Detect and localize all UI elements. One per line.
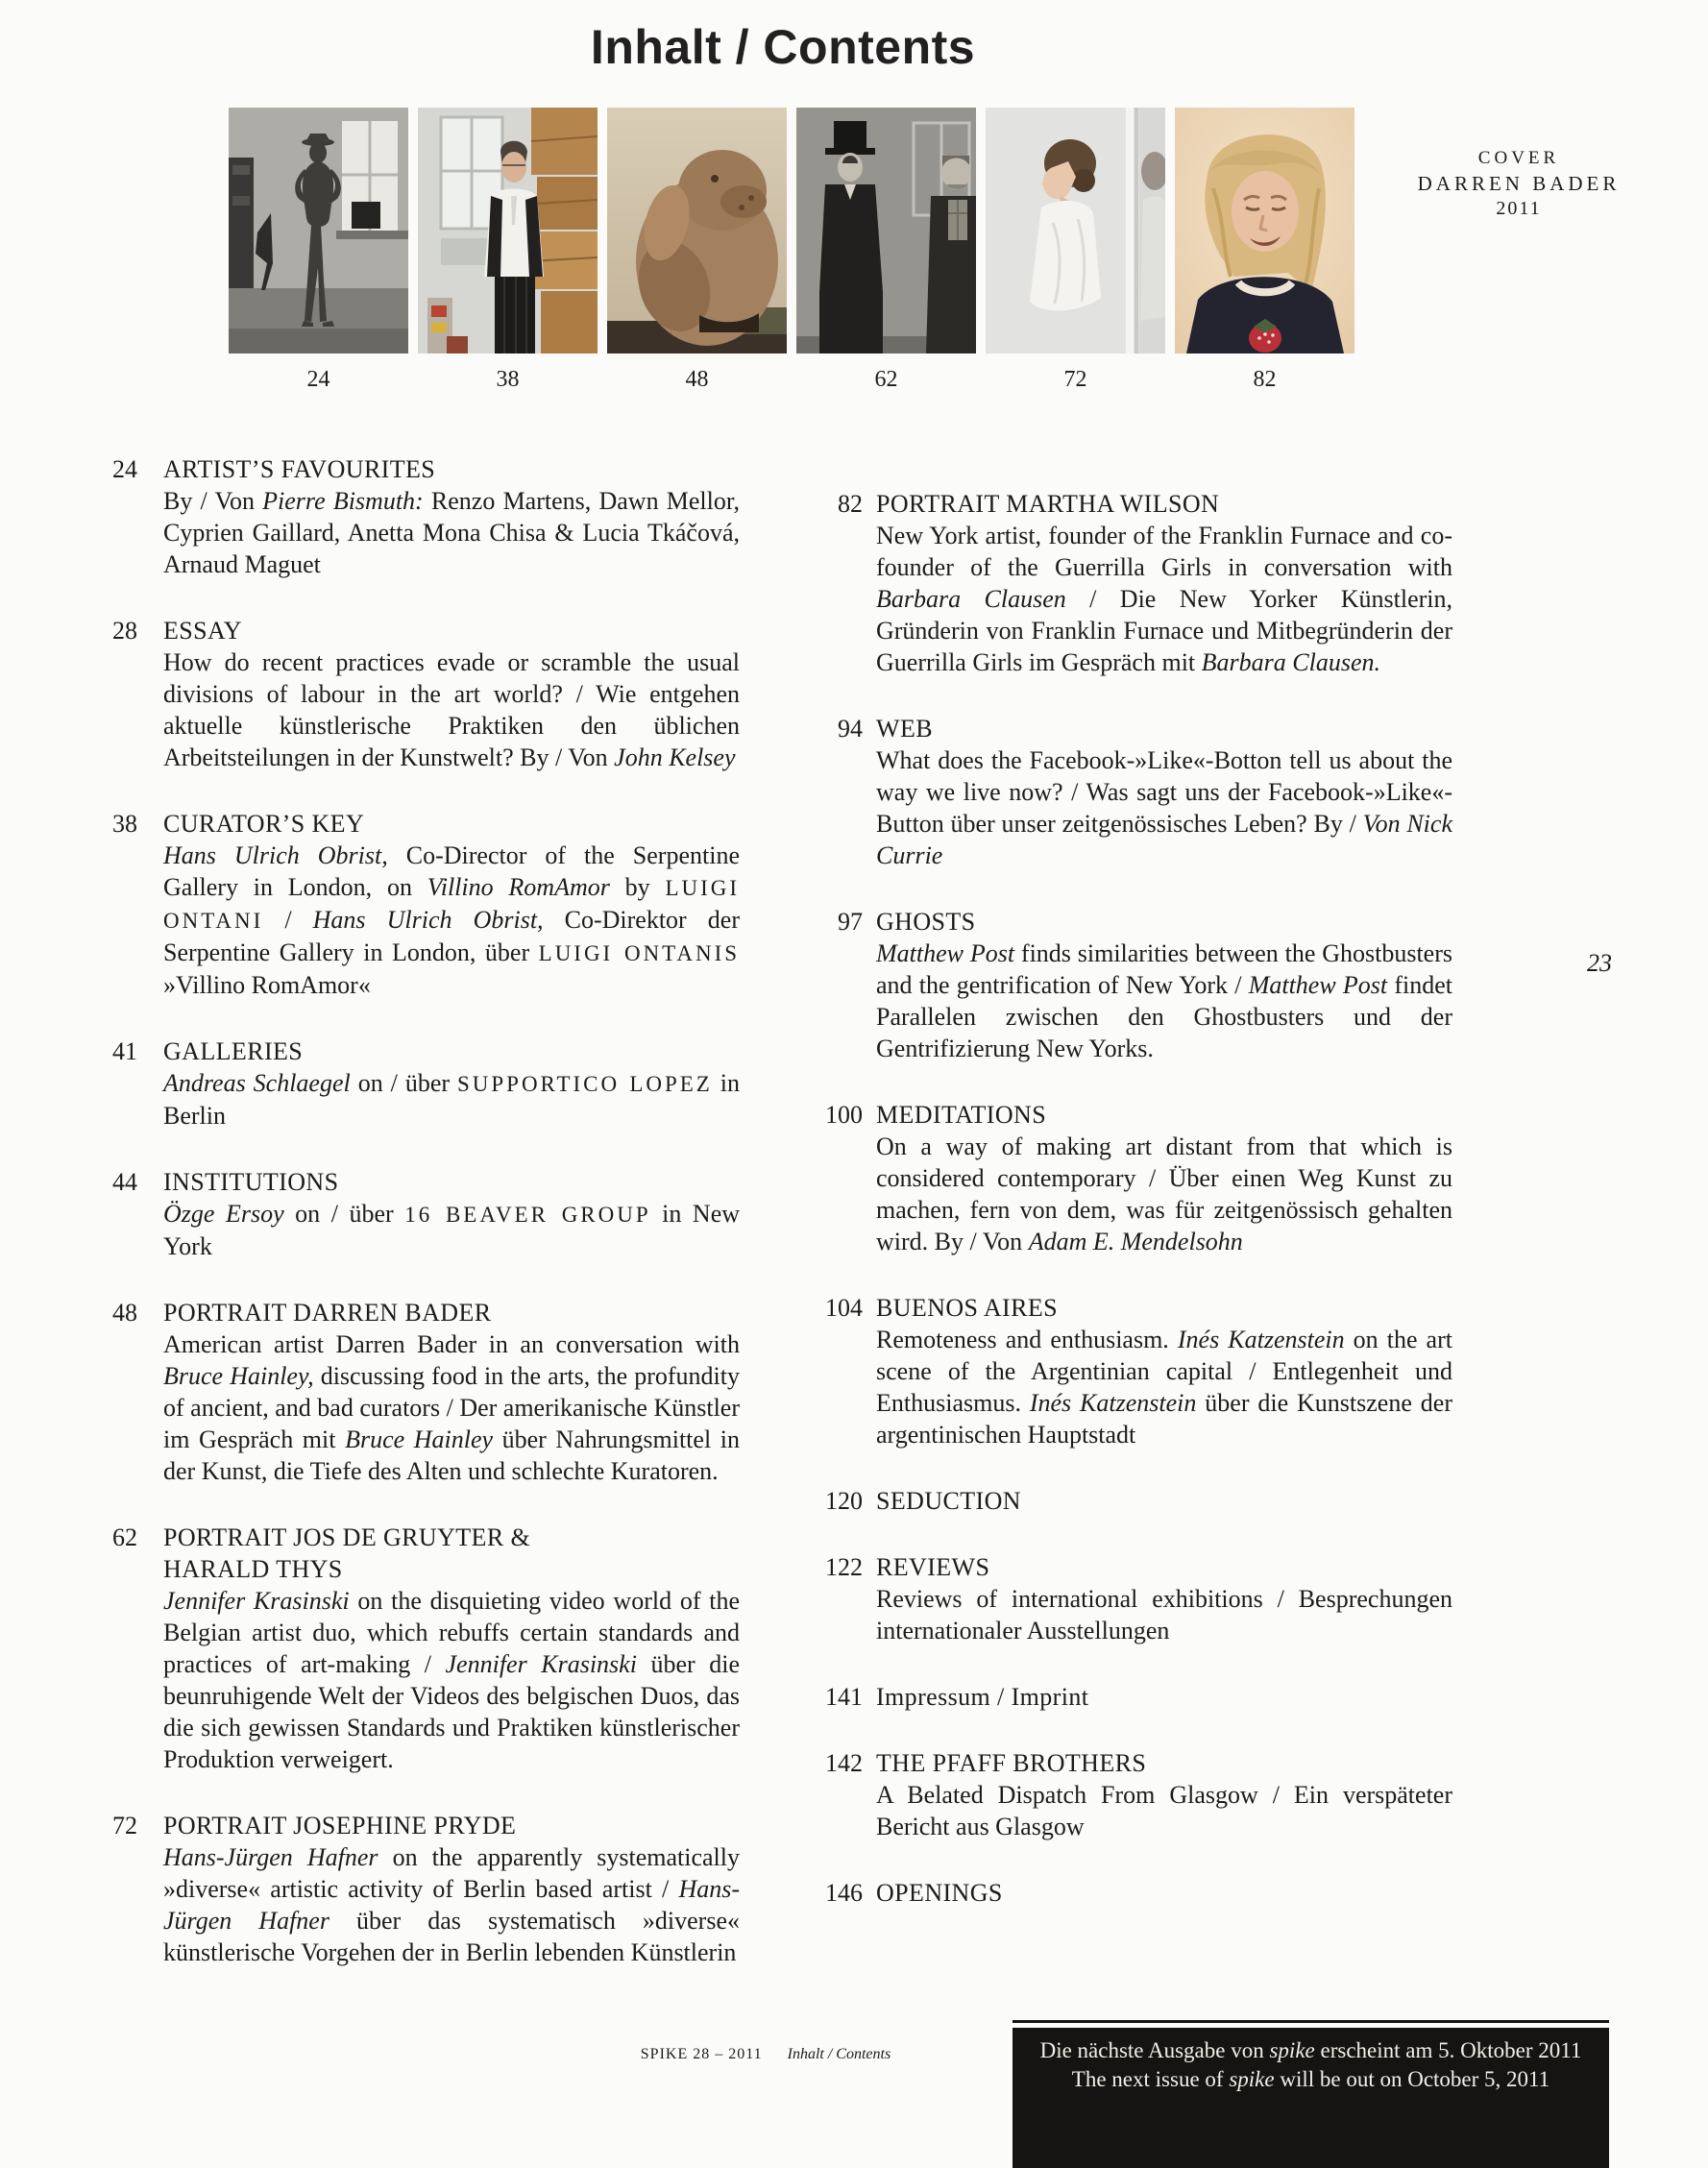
toc-entry-title: PORTRAIT JOS DE GRUYTER & — [163, 1523, 531, 1551]
toc-entry-100 — [812, 1099, 1452, 1257]
toc-entry-page-number: 48 — [112, 1299, 137, 1327]
toc-entry-summary: Özge Ersoy on / über 16 BEAVER GROUP in New York — [163, 1200, 741, 1260]
toc-entry-page-number: 122 — [825, 1553, 863, 1581]
photo-38-thumbnail — [418, 108, 598, 353]
toc-entry-82 — [812, 488, 1452, 678]
toc-entry-44 — [110, 1166, 740, 1262]
toc-entry-title: GALLERIES — [163, 1037, 304, 1065]
toc-entry-summary: What does the Facebook-»Like«-Botton tell us about the way we live now? / Was sagt uns der Facebook-»Like«-Button über unser zeitgenössisches Leben? By / Von Nick Currie — [876, 746, 1452, 869]
toc-entry-page-number: 38 — [112, 810, 137, 838]
toc-right-column — [812, 488, 1452, 1943]
cover-credit — [1383, 146, 1654, 221]
toc-entry-page-number: 28 — [112, 617, 137, 645]
photo-24-thumbnail — [229, 108, 408, 353]
toc-entry-title: CURATOR’S KEY — [163, 810, 365, 838]
toc-entry-summary: American artist Darren Bader in an conversation with Bruce Hainley, discussing food in the arts, the profundity of ancient, and bad curators / Der amerikanische Künstler im Gespräch mit Bruce Hainley über Nahrungsmittel in der Kunst, die Tiefe des Alten und schlechte Kuratoren. — [163, 1330, 740, 1485]
toc-entry-summary: By / Von Pierre Bismuth: Renzo Martens, Dawn Mellor, Cyprien Gaillard, Anetta Mona Chisa & Lucia Tkáčová, Arnaud Maguet — [163, 487, 740, 578]
photo-48-thumbnail — [607, 108, 787, 353]
toc-entry-142 — [812, 1747, 1452, 1842]
cover-artist: DARREN BADER — [1417, 172, 1621, 195]
toc-entry-page-number: 142 — [825, 1749, 863, 1777]
toc-entry-page-number: 24 — [112, 455, 137, 483]
toc-entry-summary: New York artist, founder of the Franklin Furnace and co-founder of the Guerrilla Girls in conversation with Barbara Clausen / Die New Yorker Künstlerin, Gründerin von Franklin Furnace und Mitbegründerin der Guerrilla Girls im Gespräch mit Barbara Clausen. — [876, 522, 1453, 676]
photo-82-thumbnail — [1175, 108, 1354, 353]
thumbnail-72 — [986, 108, 1165, 393]
cover-label: COVER — [1477, 148, 1560, 168]
toc-entry-title: ESSAY — [163, 617, 242, 645]
toc-left-column — [110, 453, 740, 2003]
toc-entry-title: SEDUCTION — [876, 1487, 1021, 1515]
cover-year: 2011 — [1496, 198, 1542, 219]
toc-entry-title: INSTITUTIONS — [163, 1168, 339, 1196]
toc-entry-title: ARTIST’S FAVOURITES — [163, 455, 436, 483]
thumbnail-24 — [229, 108, 408, 393]
toc-entry-72 — [110, 1810, 740, 1968]
toc-entry-title: THE PFAFF BROTHERS — [876, 1749, 1147, 1777]
toc-entry-title: GHOSTS — [876, 908, 976, 936]
toc-entry-title: WEB — [876, 715, 933, 743]
toc-entry-page-number: 41 — [112, 1037, 137, 1065]
toc-entry-summary: Remoteness and enthusiasm. Inés Katzenstein on the art scene of the Argentinian capital / Entlegenheit und Enthusiasmus. Inés Katzenstein über die Kunstszene der argentinischen Hauptstadt — [876, 1326, 1452, 1449]
toc-entry-page-number: 94 — [838, 715, 863, 743]
toc-entry-page-number: 72 — [112, 1812, 137, 1839]
thumbnail-page-number: 82 — [1253, 367, 1277, 392]
toc-entry-122 — [812, 1551, 1452, 1646]
toc-entry-title: PORTRAIT MARTHA WILSON — [876, 490, 1220, 518]
thumbnail-38 — [418, 108, 598, 393]
toc-entry-title: OPENINGS — [876, 1879, 1003, 1907]
thumbnail-62 — [796, 108, 976, 393]
next-issue-box — [1013, 2028, 1609, 2168]
thumbnail-48 — [607, 108, 787, 393]
toc-entry-summary: Hans-Jürgen Hafner on the apparently systematically »diverse« artistic activity of Berlin based artist / Hans-Jürgen Hafner über das systematisch »diverse« künstlerische Vorgehen der in Berlin lebenden Künstlerin — [163, 1843, 740, 1966]
thumbnail-page-number: 72 — [1063, 367, 1087, 392]
page-number: 23 — [1587, 949, 1612, 977]
photo-72-thumbnail — [986, 108, 1165, 353]
thumbnail-page-number: 38 — [496, 367, 520, 392]
toc-entry-title: PORTRAIT DARREN BADER — [163, 1299, 492, 1327]
toc-entry-summary: A Belated Dispatch From Glasgow / Ein verspäteter Bericht aus Glasgow — [876, 1781, 1452, 1840]
toc-entry-page-number: 97 — [838, 908, 863, 936]
toc-entry-summary: On a way of making art distant from that which is considered contemporary / Über einen Weg Kunst zu machen, fern von dem, was für zeitgenössisch gehalten wird. By / Von Adam E. Mendelsohn — [876, 1133, 1452, 1255]
toc-entry-48 — [110, 1297, 740, 1487]
toc-entry-page-number: 141 — [825, 1683, 863, 1711]
toc-entry-page-number: 44 — [112, 1168, 137, 1196]
toc-entry-97 — [812, 906, 1452, 1064]
page-title: Inhalt / Contents — [590, 20, 976, 74]
photo-62-thumbnail — [796, 108, 976, 353]
thumbnail-page-number: 24 — [306, 367, 330, 392]
toc-entry-title: PORTRAIT JOSEPHINE PRYDE — [163, 1812, 517, 1839]
toc-entry-summary: Jennifer Krasinski on the disquieting video world of the Belgian artist duo, which rebuffs certain standards and practices of art-making / Jennifer Krasinski über die beunruhigende Welt der Videos des belgischen Duos, das die sich gewissen Standards und Praktiken künstlerischer Produktion verweigert. — [163, 1587, 740, 1773]
toc-entry-page-number: 82 — [838, 490, 863, 518]
footer-journal-issue: SPIKE 28 – 2011 — [640, 2046, 763, 2062]
toc-entry-120 — [812, 1485, 1452, 1517]
toc-entry-141 — [812, 1681, 1452, 1713]
toc-entry-28 — [110, 615, 740, 773]
top-rule — [1013, 2020, 1609, 2023]
toc-entry-title: BUENOS AIRES — [876, 1294, 1058, 1322]
toc-entry-38 — [110, 808, 740, 1001]
thumbnail-page-number: 62 — [874, 367, 898, 392]
toc-entry-title: Impressum / Imprint — [876, 1683, 1089, 1711]
toc-entry-summary: Reviews of international exhibitions / Besprechungen internationaler Ausstellungen — [876, 1585, 1452, 1644]
toc-entry-title-line2: HARALD THYS — [163, 1555, 343, 1583]
toc-entry-summary: Matthew Post finds similarities between the Ghostbusters and the gentrification of New York / Matthew Post findet Parallelen zwischen den Ghostbusters und der Gentrifizierung New Yorks. — [876, 939, 1452, 1062]
toc-entry-104 — [812, 1292, 1452, 1450]
toc-entry-summary: How do recent practices evade or scramble the usual divisions of labour in the art world? / Wie entgehen aktuelle künstlerische Praktiken den üblichen Arbeitsteilungen in der Kunstwelt? By / Von John Kelsey — [163, 648, 740, 771]
next-issue-line-de: Die nächste Ausgabe von spike erscheint am 5. Oktober 2011 — [1039, 2038, 1582, 2062]
next-issue-announcement — [1013, 2020, 1609, 2168]
toc-entry-page-number: 146 — [825, 1879, 863, 1907]
toc-entry-summary: Hans Ulrich Obrist, Co-Director of the Serpentine Gallery in London, on Villino RomAmor by LUIGI ONTANI / Hans Ulrich Obrist, Co-Direktor der Serpentine Gallery in London, über LUIGI ONTANIS »Villino RomAmor« — [163, 841, 741, 999]
next-issue-line-en: The next issue of spike will be out on October 5, 2011 — [1071, 2067, 1550, 2091]
thumbnail-page-number: 48 — [685, 367, 709, 392]
toc-entry-page-number: 62 — [112, 1523, 137, 1551]
toc-entry-94 — [812, 713, 1452, 871]
toc-entry-41 — [110, 1035, 740, 1132]
toc-entry-page-number: 120 — [825, 1487, 863, 1515]
thumbnail-82 — [1175, 108, 1354, 393]
toc-entry-title: REVIEWS — [876, 1553, 990, 1581]
footer-section-title: Inhalt / Contents — [787, 2046, 891, 2062]
toc-entry-page-number: 100 — [825, 1101, 863, 1129]
toc-entry-page-number: 104 — [825, 1294, 863, 1322]
thumbnail-strip — [229, 108, 1354, 393]
toc-entry-24 — [110, 453, 740, 580]
toc-entry-title: MEDITATIONS — [876, 1101, 1047, 1129]
toc-entry-146 — [812, 1877, 1452, 1909]
toc-entry-62 — [110, 1522, 740, 1775]
toc-entry-summary: Andreas Schlaegel on / über SUPPORTICO LOPEZ in Berlin — [163, 1069, 740, 1130]
